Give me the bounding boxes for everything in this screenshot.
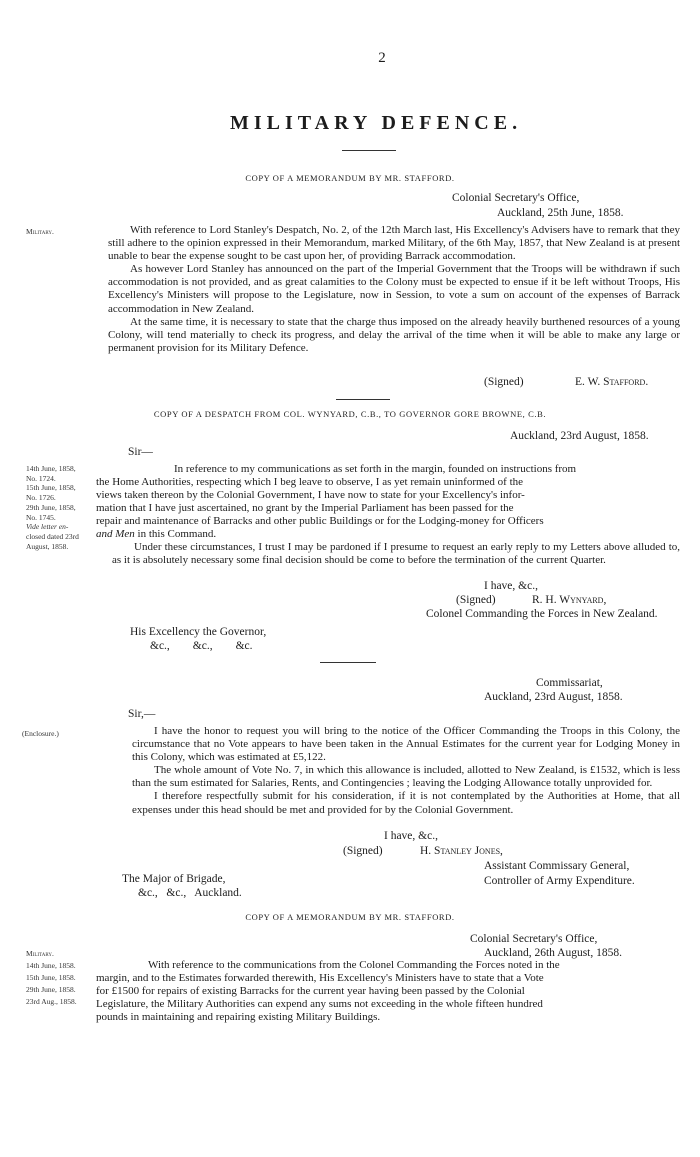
memo2-line: With reference to the communications from the Colonel Commanding the Forces noted in the [148,959,560,971]
memo2-date: Auckland, 26th August, 1858. [484,947,622,959]
enclosure-signatory: H. Stanley Jones, [420,845,503,857]
enclosure-close: I have, &c., [384,830,438,842]
enclosure-title-2: Controller of Army Expenditure. [484,875,635,887]
enclosure-body [132,725,680,817]
enclosure-title-1: Assistant Commissary General, [484,860,630,872]
memo1-margin-note: Military. [26,227,54,236]
despatch-close: I have, &c., [484,580,538,592]
memo2-line: for £1500 for repairs of existing Barracks for the current year having been passed by the Colonial [96,985,525,997]
enclosure-office: Commissariat, [536,677,603,689]
enclosure-date: Auckland, 23rd August, 1858. [484,691,623,703]
enclosure-signed: (Signed) [343,845,383,857]
section-rule [336,399,390,400]
despatch-line-last: and Men in this Command. [96,528,217,540]
despatch-addressee: His Excellency the Governor, [130,626,267,638]
memo1-caption: COPY OF A MEMORANDUM BY MR. STAFFORD. [245,173,455,183]
despatch-line: In reference to my communications as set forth in the margin, founded on instructions from [174,463,577,475]
despatch-salutation: Sir— [128,446,153,458]
despatch-line: views taken thereon by the Colonial Government, I have now to state for your Excellency's infor- [96,489,525,501]
memo2-margin-notes: Military. 14th June, 1858. 15th June, 1858. 29th June, 1858. 23rd Aug., 1858. [26,949,77,1006]
enclosure-margin-note: (Enclosure.) [22,729,59,738]
despatch-signatory: R. H. Wynyard, [532,594,607,606]
memo1-date: Auckland, 25th June, 1858. [497,207,624,219]
enclosure-paragraph: I therefore respectfully submit for his consideration, if it is not contemplated by the Authorities at Home, that all expenses under this head should be met and provided for by the Colonial Government. [132,790,680,816]
memo2-line: Legislature, the Military Authorities can expend any sums not exceeding in the whole fifteen hundred [96,998,543,1010]
enclosure-addressee-etc: &c., &c., Auckland. [138,887,242,899]
despatch-signatory-title: Colonel Commanding the Forces in New Zealand. [426,608,658,620]
despatch-line: the Home Authorities, respecting which I beg leave to observe, I as yet remain uninformed of the [96,476,524,488]
enclosure-salutation: Sir,— [128,708,156,720]
memo1-paragraph: As however Lord Stanley has announced on the part of the Imperial Government that the Troops will be withdrawn if such accommodation is not provided, and as great calamities to the Colony must be expected to ensue if it be left without Troops, His Excellency's Ministers will propose to the Legislature, now in Session, to vote a sum on account of the expenses of Barrack accommodation in New Zealand. [108,263,680,315]
page-number: 2 [378,50,386,66]
enclosure-paragraph: The whole amount of Vote No. 7, in which this allowance is included, allotted to New Zealand, is £1532, which is less than the sum estimated for Salaries, Rents, and Contingencies ; leaving the Lodging Allowance totally unprovided for. [132,764,680,790]
section-rule [320,662,376,663]
despatch-addressee-etc: &c., &c., &c. [150,640,253,652]
memo2-office: Colonial Secretary's Office, [470,933,598,945]
despatch-date: Auckland, 23rd August, 1858. [510,430,649,442]
memo1-paragraph: With reference to Lord Stanley's Despatch, No. 2, of the 12th March last, His Excellency's Advisers have to remark that they still adhere to the opinion expressed in their Memorandum, marked Military, of the 6th May, 1857, that New Zealand is at present unable to bear the expense sought to be cast upon her, of providing Barrack accommodation. [108,224,680,263]
memo2-caption: COPY OF A MEMORANDUM BY MR. STAFFORD. [245,912,455,922]
memo1-paragraph: At the same time, it is necessary to state that the charge thus imposed on the already heavily burthened resources of a young Colony, will tend materially to check its progress, and delay the arrival of the time when it will be able to make any large or permanent provision for its Military Defence. [108,315,680,354]
enclosure-paragraph: I have the honor to request you will bring to the notice of the Officer Commanding the Troops in this Colony, the circumstance that no Vote appears to have been taken in the Annual Estimates for the current year for Lodging Money in this Colony, which was estimated at £5,122. [132,725,680,764]
despatch-caption: COPY OF A DESPATCH FROM COL. WYNYARD, C.B., TO GOVERNOR GORE BROWNE, C.B. [153,409,547,419]
memo1-office: Colonial Secretary's Office, [452,192,580,204]
despatch-paragraph-2: Under these circumstances, I trust I may be pardoned if I presume to request an early reply to my Letters above alluded to, as it is absolutely necessary some final decision should be come to before the termination of the current Quarter. [112,541,680,567]
despatch-line: mation that I have just ascertained, no grant by the Imperial Parliament has been passed for the [96,502,514,514]
memo1-signatory: E. W. Stafford. [575,376,649,388]
memo1-signed: (Signed) [484,376,524,388]
title-rule [342,150,396,151]
despatch-signed: (Signed) [456,594,496,606]
page-title: MILITARY DEFENCE. [230,112,523,134]
enclosure-addressee: The Major of Brigade, [122,873,226,885]
memo2-line: pounds in maintaining and repairing existing Military Buildings. [96,1011,381,1023]
memo1-body [108,224,680,355]
memo2-line: margin, and to the Estimates forwarded therewith, His Excellency's Ministers have to state that a Vote [96,972,544,984]
despatch-margin-notes: 14th June, 1858, No. 1724. 15th June, 1858, No. 1726. 29th June, 1858, No. 1745. Vide letter en- closed dated 23rd August, 1858. [26,464,79,551]
despatch-line: repair and maintenance of Barracks and other public Buildings or for the Lodging-money for Officers [96,515,544,527]
